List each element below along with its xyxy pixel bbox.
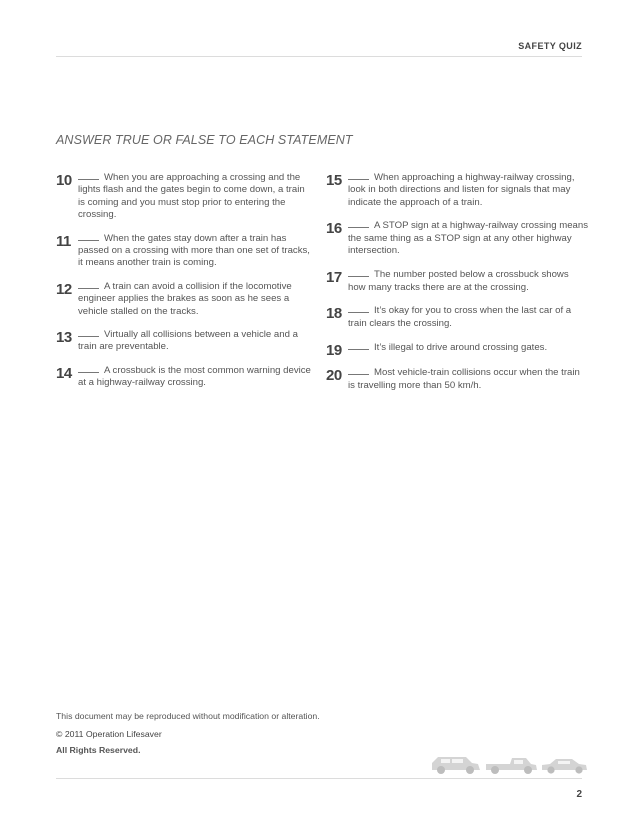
question-text: A train can avoid a collision if the locomotive engineer applies the brakes as soon as he sees a vehicle stalled on the tracks. — [78, 280, 292, 317]
question-10 — [56, 172, 311, 222]
question-text: When you are approaching a crossing and the lights flash and the gates begin to come down, a train is coming and you must stop prior to entering the crossing. — [78, 172, 305, 221]
question-number: 15 — [326, 172, 342, 189]
header-label: SAFETY QUIZ — [518, 41, 582, 51]
question-text: Virtually all collisions between a vehicle and a train are preventable. — [78, 329, 298, 353]
question-19 — [326, 342, 588, 360]
question-13 — [56, 329, 311, 354]
question-text: Most vehicle-train collisions occur when the train is travelling more than 50 km/h. — [348, 367, 580, 391]
answer-blank[interactable] — [348, 227, 369, 228]
question-text: A crossbuck is the most common warning device at a highway-railway crossing. — [78, 364, 311, 389]
car-icon — [542, 759, 587, 774]
questions-right-column — [326, 172, 588, 392]
question-text: A STOP sign at a highway-railway crossing means the same thing as a STOP sign at any other highway intersection. — [348, 220, 589, 257]
footer-divider — [56, 778, 582, 779]
question-20 — [326, 367, 588, 392]
answer-blank[interactable] — [78, 336, 99, 337]
pickup-truck-icon — [486, 758, 537, 774]
answer-blank[interactable] — [78, 240, 99, 241]
question-14 — [56, 365, 311, 390]
question-number: 19 — [326, 342, 342, 360]
suv-icon — [432, 757, 480, 774]
question-number: 17 — [326, 269, 342, 287]
questions-left-column — [56, 172, 311, 390]
question-text: When the gates stay down after a train has passed on a crossing with more than one set of tracks, it means another train is coming. — [78, 232, 310, 269]
question-number: 14 — [56, 364, 72, 382]
question-number: 11 — [56, 232, 71, 250]
page-number: 2 — [576, 789, 582, 800]
question-11 — [56, 233, 311, 270]
question-number: 20 — [326, 367, 342, 385]
answer-blank[interactable] — [348, 349, 369, 350]
question-number: 18 — [326, 305, 342, 323]
copyright-notice: © 2011 Operation Lifesaver — [56, 729, 162, 739]
section-title: ANSWER TRUE OR FALSE TO EACH STATEMENT — [56, 133, 353, 147]
answer-blank[interactable] — [348, 312, 369, 313]
question-number: 16 — [326, 220, 342, 238]
answer-blank[interactable] — [348, 374, 369, 375]
question-number: 12 — [56, 280, 72, 298]
answer-blank[interactable] — [78, 288, 99, 289]
question-18 — [326, 305, 588, 330]
question-16 — [326, 220, 588, 257]
question-17 — [326, 269, 588, 294]
question-number: 10 — [56, 172, 72, 189]
answer-blank[interactable] — [78, 372, 99, 373]
question-text: It’s illegal to drive around crossing gates. — [374, 342, 548, 354]
header-divider — [56, 56, 582, 57]
answer-blank[interactable] — [348, 179, 369, 180]
reproduction-note: This document may be reproduced without modification or alteration. — [56, 711, 320, 721]
answer-blank[interactable] — [78, 179, 99, 180]
question-text: The number posted below a crossbuck shows how many tracks there are at the crossing. — [348, 269, 569, 293]
question-number: 13 — [56, 329, 72, 347]
question-15 — [326, 172, 588, 209]
question-12 — [56, 281, 311, 318]
question-text: When approaching a highway-railway crossing, look in both directions and listen for signals that may indicate the approach of a train. — [348, 172, 575, 208]
answer-blank[interactable] — [348, 276, 369, 277]
rights-notice: All Rights Reserved. — [56, 745, 141, 755]
vehicles-illustration — [430, 752, 590, 776]
question-text: It’s okay for you to cross when the last car of a train clears the crossing. — [348, 305, 572, 329]
